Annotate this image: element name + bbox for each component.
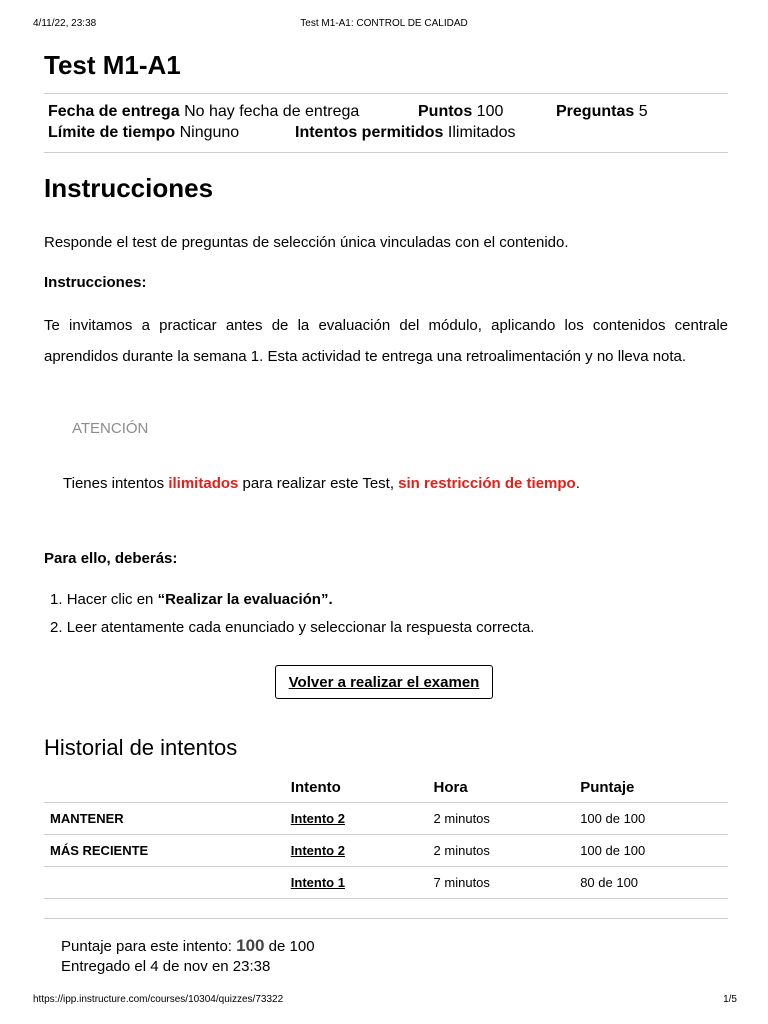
attention-unlimited: ilimitados: [168, 475, 239, 492]
attention-no-time-limit: sin restricción de tiempo: [398, 475, 576, 492]
column-header-time: Hora: [433, 778, 468, 796]
instructions-heading: Instrucciones: [44, 173, 214, 203]
instructions-paragraph: [44, 310, 728, 372]
divider: [44, 93, 728, 94]
attempt-score: 100 de 100: [580, 803, 728, 835]
table-row: [44, 835, 728, 867]
table-row: [44, 867, 728, 899]
step-text: Leer atentamente cada enunciado y seleccionar la respuesta correcta.: [66, 619, 535, 636]
column-header-attempt: Intento: [290, 778, 341, 796]
attempt-link[interactable]: Intento 2: [290, 811, 345, 826]
step-number: 2.: [50, 619, 63, 636]
attention-label: ATENCIÓN: [72, 420, 149, 437]
quiz-title: Test M1-A1: [44, 50, 181, 80]
questions: [556, 103, 648, 121]
attempts-value: Ilimitados: [447, 124, 516, 141]
due-value: No hay fecha de entrega: [184, 103, 360, 120]
attempt-link[interactable]: Intento 2: [290, 843, 345, 858]
retake-quiz-button[interactable]: Volver a realizar el examen: [275, 665, 493, 699]
print-page-title: Test M1-A1: CONTROL DE CALIDAD: [300, 18, 468, 29]
step-text: Hacer clic en: [66, 591, 158, 608]
questions-label: Preguntas: [556, 103, 635, 120]
attempt-link[interactable]: Intento 1: [290, 875, 345, 890]
step-bold: “Realizar la evaluación”.: [157, 591, 333, 608]
attention-pre: Tienes intentos: [63, 475, 169, 492]
questions-value: 5: [638, 103, 648, 120]
table-header-row: [44, 772, 728, 803]
instructions-intro: Responde el test de preguntas de selección única vinculadas con el contenido.: [44, 234, 569, 251]
attempts-allowed: [295, 124, 515, 142]
attempts-label: Intentos permitidos: [295, 124, 444, 141]
points-label: Puntos: [418, 103, 473, 120]
time-limit-label: Límite de tiempo: [48, 124, 176, 141]
row-label: MÁS RECIENTE: [44, 835, 291, 867]
steps-list: [50, 590, 534, 646]
list-item: [50, 590, 534, 618]
score-post: de 100: [264, 938, 315, 955]
points: [418, 103, 503, 121]
for-this-label: Para ello, deberás:: [44, 550, 178, 567]
score-value: 100: [236, 936, 265, 955]
score-line: [61, 936, 315, 957]
column-header: [44, 772, 291, 803]
instructions-subheading: Instrucciones:: [44, 274, 147, 291]
history-heading: Historial de intentos: [44, 735, 238, 760]
row-label: [44, 867, 291, 899]
paragraph-line-2: aprendidos durante la semana 1. Esta actividad te entrega una retroalimentación y no lleva nota.: [44, 348, 687, 365]
table-row: [44, 803, 728, 835]
divider: [44, 918, 728, 919]
time-limit-value: Ninguno: [179, 124, 240, 141]
list-item: [50, 618, 534, 646]
divider: [44, 152, 728, 153]
points-value: 100: [476, 103, 504, 120]
due-label: Fecha de entrega: [48, 103, 180, 120]
print-url: https://ipp.instructure.com/courses/10304/quizzes/73322: [33, 994, 284, 1005]
row-label: MANTENER: [44, 803, 291, 835]
attention-mid: para realizar este Test,: [238, 475, 399, 492]
print-datetime: 4/11/22, 23:38: [33, 18, 97, 29]
column-header-score: Puntaje: [580, 778, 635, 796]
attention-post: .: [575, 475, 580, 492]
paragraph-line-1: Te invitamos a practicar antes de la evaluación del módulo, aplicando los contenidos centrale: [44, 317, 728, 334]
attempt-score: 100 de 100: [580, 835, 728, 867]
score-summary: [61, 936, 315, 977]
attempt-time: 7 minutos: [434, 867, 581, 899]
submitted-line: Entregado el 4 de nov en 23:38: [61, 958, 271, 975]
time-limit: [48, 124, 239, 142]
print-page-number: 1/5: [723, 994, 737, 1005]
attempt-score: 80 de 100: [580, 867, 728, 899]
step-number: 1.: [50, 591, 63, 608]
attempt-time: 2 minutos: [434, 835, 581, 867]
attention-text: [63, 475, 580, 492]
attempts-table: [44, 772, 728, 899]
attempt-time: 2 minutos: [434, 803, 581, 835]
due-date: [48, 103, 359, 121]
score-pre: Puntaje para este intento:: [61, 938, 237, 955]
